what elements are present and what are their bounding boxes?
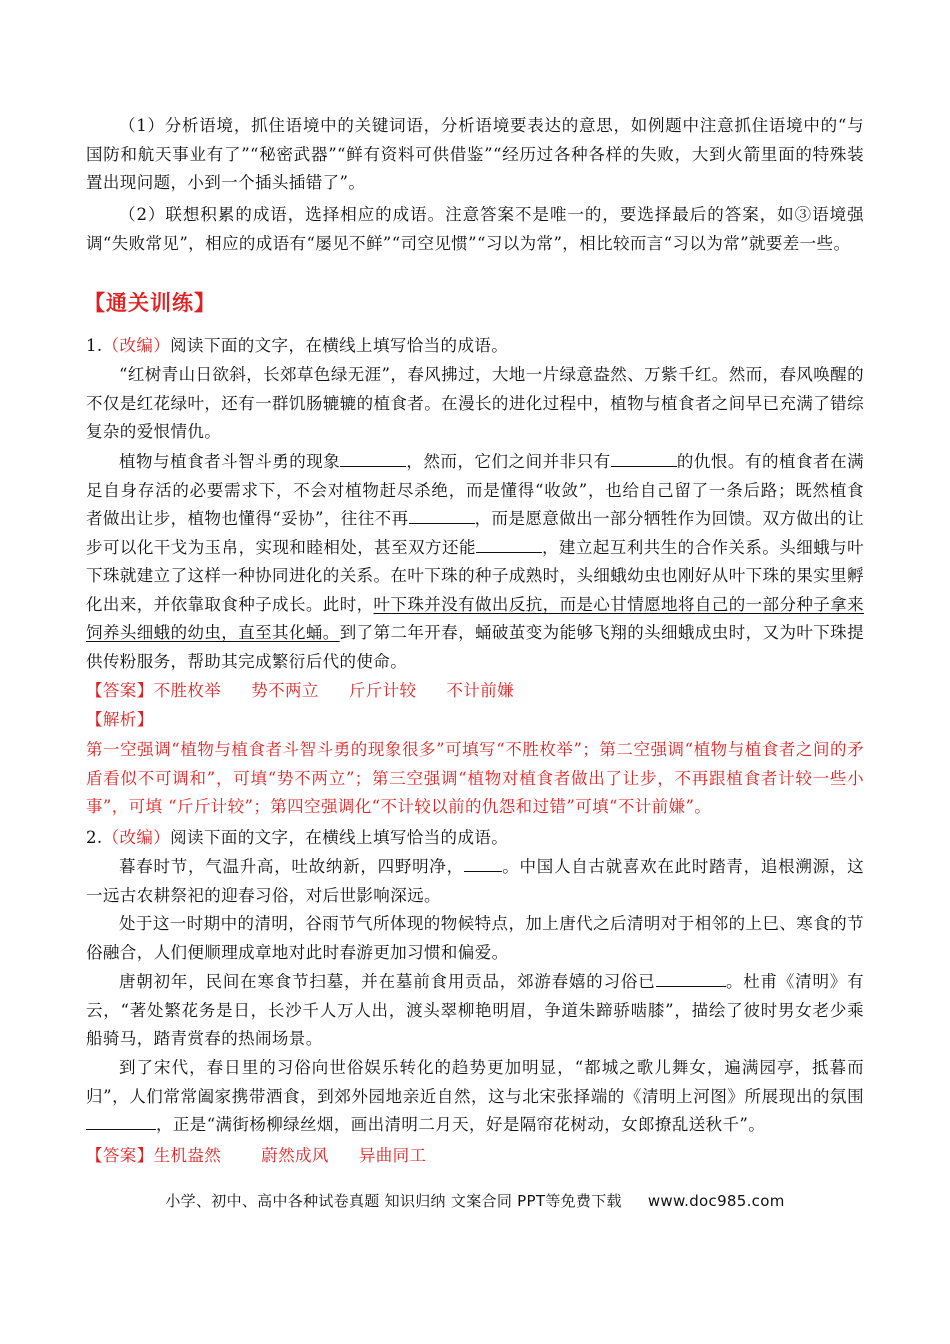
answer-1: 生机盎然 [153, 1146, 222, 1165]
q1-text: 植物与植食者斗智斗勇的现象 [119, 452, 341, 471]
intro-paragraph-1: （1）分析语境，抓住语境中的关键词语，分析语境要表达的意思，如例题中注意抓住语境中的“与国防和航天事业有了”“秘密武器”“鲜有资料可供借鉴”“经历过各种各样的失败，大到火箭里面的特殊装置出现问题，小到一个插头插错了”。 [86, 116, 864, 192]
q2-paragraph-1 [86, 853, 864, 910]
q2-text: ，正是“满街杨柳绿丝烟，画出清明二月天，好是隔帘花树动，女郎撩乱送秋千”。 [156, 1115, 766, 1134]
q2-text: 。中国人自古就喜欢在此时踏青，追根溯源，这一远古农耕祭祀的迎春习俗，对后世影响深远。 [86, 857, 864, 905]
question-number: 2. [86, 828, 103, 847]
answer-blank [340, 452, 406, 467]
q1-paragraph-1: “红树青山日欲斜，长郊草色绿无涯”，春风拂过，大地一片绿意盎然、万紫千红。然而，春风唤醒的不仅是红花绿叶，还有一群饥肠辘辘的植食者。在漫长的进化过程中，植物与植食者之间早已充满了错综复杂的爱恨情仇。 [86, 365, 864, 441]
q2-paragraph-3 [86, 968, 864, 1054]
question-prompt: 阅读下面的文字，在横线上填写恰当的成语。 [170, 828, 509, 847]
answer-2: 势不两立 [251, 681, 319, 700]
question-tag: （改编） [102, 336, 171, 355]
question-number: 1. [86, 336, 103, 355]
footer-url[interactable]: www.doc985.com [647, 1192, 785, 1210]
answer-blank [464, 857, 502, 872]
q2-paragraph-2: 处于这一时期中的清明，谷雨节气所体现的物候特点，加上唐代之后清明对于相邻的上巳、寒食的节俗融合，人们便顺理成章地对此时春游更加习惯和偏爱。 [86, 914, 864, 962]
answer-3: 斤斤计较 [348, 681, 417, 700]
answer-blank [409, 509, 475, 524]
answer-blank [476, 538, 542, 553]
footer [0, 1190, 950, 1211]
underlined-sentence: 叶下珠并没有做出反抗，而是心甘情愿地将自己的一部分种子拿来饲养头细蛾的幼虫，直至其化蛹。 [86, 594, 864, 642]
q1-text: 到了第二年开春，蛹破茧变为能够飞翔的头细蛾成虫时，又为叶下珠提供传粉服务，帮助其完成繁衍后代的使命。 [86, 623, 864, 671]
q2-text: 唐朝初年，民间在寒食节扫墓，并在墓前食用贡品，郊游春嬉的习俗已 [119, 972, 656, 991]
question-prompt: 阅读下面的文字，在横线上填写恰当的成语。 [170, 336, 509, 355]
answer-2: 蔚然成风 [261, 1146, 329, 1165]
question-1-header [86, 332, 864, 361]
q2-text: 暮春时节，气温升高，吐故纳新，四野明净， [119, 857, 464, 876]
answer-1: 不胜枚举 [153, 681, 222, 700]
q2-text: 到了宋代，春日里的习俗向世俗娱乐转化的趋势更加明显，“都城之歌儿舞女，遍满园亭，抵暮而归”，人们常常阖家携带酒食，到郊外园地亲近自然，这与北宋张择端的《清明上河图》所展现出的氛围 [86, 1058, 864, 1106]
section-heading: 【通关训练】 [84, 291, 216, 315]
q1-text: ，而是愿意做出一部分牺牲作为回馈。双方做出的让步可以化干戈为玉帛，实现和睦相处，甚至双方还能 [86, 509, 865, 557]
q1-paragraph-2 [86, 448, 864, 676]
analysis-label: 【解析】 [86, 710, 154, 729]
q2-text: 。杜甫《清明》有云，“著处繁花务是日，长沙千人万人出，渡头翠柳艳明眉，争道朱蹄骄啮膝”，描绘了彼时男女老少乘船骑马，踏青赏春的热闹场景。 [86, 972, 864, 1048]
answer-blank [656, 972, 726, 987]
answer-3: 异曲同工 [358, 1146, 427, 1165]
q2-answer [86, 1142, 864, 1171]
answer-label: 【答案】 [86, 681, 154, 700]
q1-text: ，建立起互利共生的合作关系。头细蛾与叶下珠就建立了这样一种协同进化的关系。在叶下珠的种子成熟时，头细蛾幼虫也刚好从叶下珠的果实里孵化出来，并依靠取食种子成长。此时， [86, 537, 864, 614]
answer-4: 不计前嫌 [446, 681, 515, 700]
question-2-header [86, 824, 864, 853]
q1-text: ，然而，它们之间并非只有 [406, 452, 611, 471]
q1-answer [86, 677, 864, 706]
analysis-text: 第一空强调“植物与植食者斗智斗勇的现象很多”可填写“不胜枚举”；第二空强调“植物与植食者之间的矛盾看似不可调和”，可填“势不两立”；第三空强调“植物对植食者做出了让步，不再跟植食者计较一些小事”，可填 “斤斤计较”；第四空强调化“不计较以前的仇怨和过错”可填“不计前嫌”。 [86, 740, 864, 816]
answer-blank [86, 1115, 156, 1130]
answer-label: 【答案】 [86, 1146, 154, 1165]
q1-text: 的仇恨。有的植食者在满足自身存活的必要需求下，不会对植物赶尽杀绝，而是懂得“收敛”，也给自己留了一条后路；既然植食者做出让步，植物也懂得“妥协”，往往不再 [86, 452, 864, 528]
question-tag: （改编） [102, 828, 171, 847]
q2-paragraph-4 [86, 1054, 864, 1140]
answer-blank [611, 452, 677, 467]
footer-text: 小学、初中、高中各种试卷真题 知识归纳 文案合同 PPT等免费下载 [165, 1192, 622, 1210]
intro-paragraph-2: （2）联想积累的成语，选择相应的成语。注意答案不是唯一的，要选择最后的答案，如③语境强调“失败常见”，相应的成语有“屡见不鲜”“司空见惯”“习以为常”，相比较而言“习以为常”就要差一些。 [86, 205, 864, 253]
